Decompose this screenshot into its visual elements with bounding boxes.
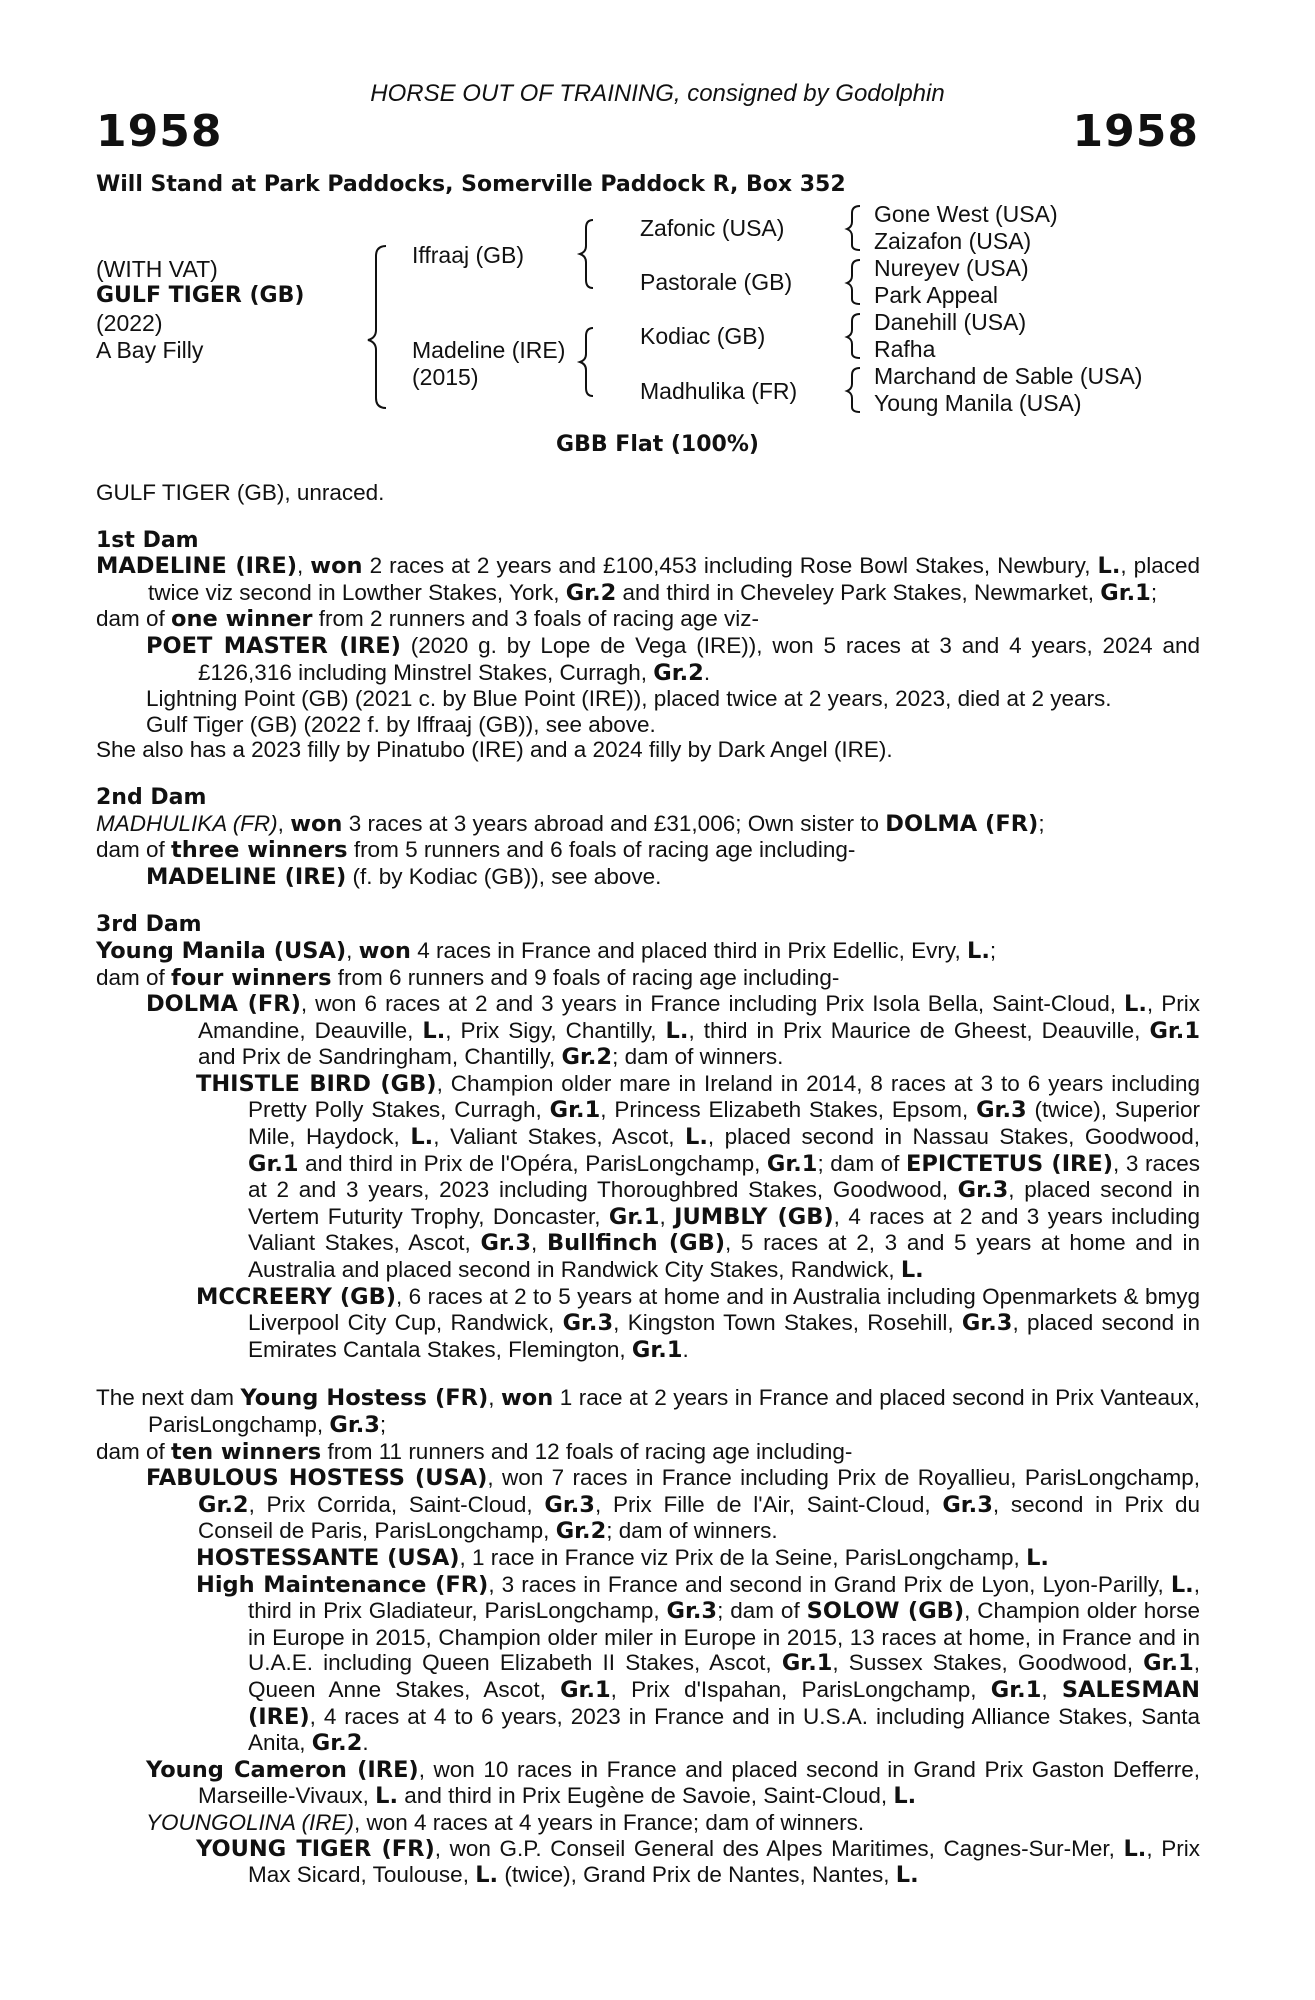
produce-high-maintenance: High Maintenance (FR), 3 races in France and second in Grand Prix de Lyon, Lyon-Parilly, L., third in Prix Gladiateur, ParisLongchamp, Gr.3; dam of SOLOW (GB), Champion older horse in Europe in 2015, Champion older miler in Europe in 2015, 13 races at home, in France and in U.A.E. including Queen Elizabeth II Stakes, Ascot, Gr.1, Sussex Stakes, Goodwood, Gr.1, Queen Anne Stakes, Ascot, Gr.1, Prix d'Ispahan, ParisLongchamp, Gr.1, SALESMAN (IRE), 4 races at 4 to 6 years, 2023 in France and in U.S.A. including Alliance Stakes, Santa Anita, Gr.2. xyxy=(196,1571,1201,1757)
gen3-8: Young Manila (USA) xyxy=(874,390,1082,416)
dam-year: (2015) xyxy=(412,364,479,390)
first-dam-entry: MADELINE (IRE), won 2 races at 2 years and £100,453 including Rose Bowl Stakes, Newbury, L., placed twice viz second in Lowther Stakes, York, Gr.2 and third in Cheveley Park Stakes, Newmarket, Gr.1; xyxy=(96,553,1200,606)
horse-name: GULF TIGER (GB) xyxy=(96,283,305,308)
horse-year: (2022) xyxy=(96,310,163,336)
gen3-3: Nureyev (USA) xyxy=(874,255,1029,281)
first-dam-foals-note: She also has a 2023 filly by Pinatubo (IRE) and a 2024 filly by Dark Angel (IRE). xyxy=(96,737,893,763)
gen3-7: Marchand de Sable (USA) xyxy=(874,363,1143,389)
sire-name: Iffraaj (GB) xyxy=(412,242,525,268)
catalogue-body xyxy=(96,480,1200,1889)
produce-poet-master: POET MASTER (IRE) (2020 g. by Lope de Vega (IRE)), won 5 races at 3 and 4 years, 2024 and £126,316 including Minstrel Stakes, Curragh, Gr.2. xyxy=(146,632,1200,686)
gen3-1: Gone West (USA) xyxy=(874,201,1058,227)
produce-young-cameron: Young Cameron (IRE), won 10 races in France and placed second in Grand Prix Gaston Defferre, Marseille-Vivaux, L. and third in Prix Eugène de Savoie, Saint-Cloud, L. xyxy=(146,1756,1201,1810)
next-dam-entry: The next dam Young Hostess (FR), won 1 race at 2 years in France and placed second in Prix Vanteaux, ParisLongchamp, Gr.3; xyxy=(96,1385,1201,1438)
produce-lightning-point: Lightning Point (GB) (2021 c. by Blue Point (IRE)), placed twice at 2 years, 2023, died at 2 years. xyxy=(146,686,1112,712)
dam-name: Madeline (IRE) xyxy=(412,337,566,363)
vat-label: (WITH VAT) xyxy=(96,256,218,282)
stand-location: Will Stand at Park Paddocks, Somerville Paddock R, Box 352 xyxy=(96,172,846,197)
third-dam-produce-line: dam of four winners from 6 runners and 9 foals of racing age including- xyxy=(96,964,840,991)
dam-dam: Madhulika (FR) xyxy=(640,378,798,404)
sire-dam: Pastorale (GB) xyxy=(640,269,793,295)
consignor-line: HORSE OUT OF TRAINING, consigned by Godolphin xyxy=(370,80,945,107)
produce-mccreery: MCCREERY (GB), 6 races at 2 to 5 years at home and in Australia including Openmarkets & bmyg Liverpool City Cup, Randwick, Gr.3, Kingston Town Stakes, Rosehill, Gr.3, placed second in Emirates Cantala Stakes, Flemington, Gr.1. xyxy=(196,1283,1200,1363)
produce-dolma: DOLMA (FR), won 6 races at 2 and 3 years in France including Prix Isola Bella, Saint-Cloud, L., Prix Amandine, Deauville, L., Prix Sigy, Chantilly, L., third in Prix Maurice de Gheest, Deauville, Gr.1 and Prix de Sandringham, Chantilly, Gr.2; dam of winners. xyxy=(146,991,1200,1071)
rating-line: GBB Flat (100%) xyxy=(556,432,759,457)
produce-young-tiger: YOUNG TIGER (FR), won G.P. Conseil General des Alpes Maritimes, Cagnes-Sur-Mer, L., Prix Max Sicard, Toulouse, L. (twice), Grand Prix de Nantes, Nantes, L. xyxy=(196,1835,1200,1889)
second-dam-produce-madeline: MADELINE (IRE) (f. by Kodiac (GB)), see above. xyxy=(146,863,662,890)
horse-description: A Bay Filly xyxy=(96,337,204,363)
first-dam-produce-line: dam of one winner from 2 runners and 3 foals of racing age viz- xyxy=(96,606,759,633)
third-dam-heading: 3rd Dam xyxy=(96,912,202,938)
produce-fabulous-hostess: FABULOUS HOSTESS (USA), won 7 races in France including Prix de Royallieu, ParisLongchamp, Gr.2, Prix Corrida, Saint-Cloud, Gr.3, Prix Fille de l'Air, Saint-Cloud, Gr.3, second in Prix du Conseil de Paris, ParisLongchamp, Gr.2; dam of winners. xyxy=(146,1465,1200,1545)
second-dam-heading: 2nd Dam xyxy=(96,784,207,810)
produce-thistle-bird: THISTLE BIRD (GB), Champion older mare in Ireland in 2014, 8 races at 3 to 6 years including Pretty Polly Stakes, Curragh, Gr.1, Princess Elizabeth Stakes, Epsom, Gr.3 (twice), Superior Mile, Haydock, L., Valiant Stakes, Ascot, L., placed second in Nassau Stakes, Goodwood, Gr.1 and third in Prix de l'Opéra, ParisLongchamp, Gr.1; dam of EPICTETUS (IRE), 3 races at 2 and 3 years, 2023 including Thoroughbred Stakes, Goodwood, Gr.3, placed second in Vertem Futurity Trophy, Doncaster, Gr.1, JUMBLY (GB), 4 races at 2 and 3 years including Valiant Stakes, Ascot, Gr.3, Bullfinch (GB), 5 races at 2, 3 and 5 years at home and in Australia and placed second in Randwick City Stakes, Randwick, L. xyxy=(196,1070,1201,1284)
next-dam-produce-line: dam of ten winners from 11 runners and 12 foals of racing age including- xyxy=(96,1438,853,1465)
gen3-6: Rafha xyxy=(874,336,936,362)
produce-hostessante: HOSTESSANTE (USA), 1 race in France viz Prix de la Seine, ParisLongchamp, L. xyxy=(196,1544,1049,1571)
produce-gulf-tiger: Gulf Tiger (GB) (2022 f. by Iffraaj (GB)), see above. xyxy=(146,711,656,737)
gen3-5: Danehill (USA) xyxy=(874,309,1027,335)
produce-youngolina: YOUNGOLINA (IRE), won 4 races at 4 years in France; dam of winners. xyxy=(146,1809,865,1835)
lot-number-left: 1958 xyxy=(96,106,223,157)
lot-number-right: 1958 xyxy=(1072,106,1199,157)
first-dam-heading: 1st Dam xyxy=(96,527,199,553)
gen3-4: Park Appeal xyxy=(874,282,999,308)
gen3-2: Zaizafon (USA) xyxy=(874,228,1032,254)
dam-sire: Kodiac (GB) xyxy=(640,323,766,349)
unraced-summary: GULF TIGER (GB), unraced. xyxy=(96,480,385,505)
sire-sire: Zafonic (USA) xyxy=(640,215,785,241)
second-dam-produce-line: dam of three winners from 5 runners and 6 foals of racing age including- xyxy=(96,837,856,864)
third-dam-entry: Young Manila (USA), won 4 races in France and placed third in Prix Edellic, Evry, L.; xyxy=(96,937,997,964)
second-dam-entry: MADHULIKA (FR), won 3 races at 3 years abroad and £31,006; Own sister to DOLMA (FR); xyxy=(96,810,1045,837)
